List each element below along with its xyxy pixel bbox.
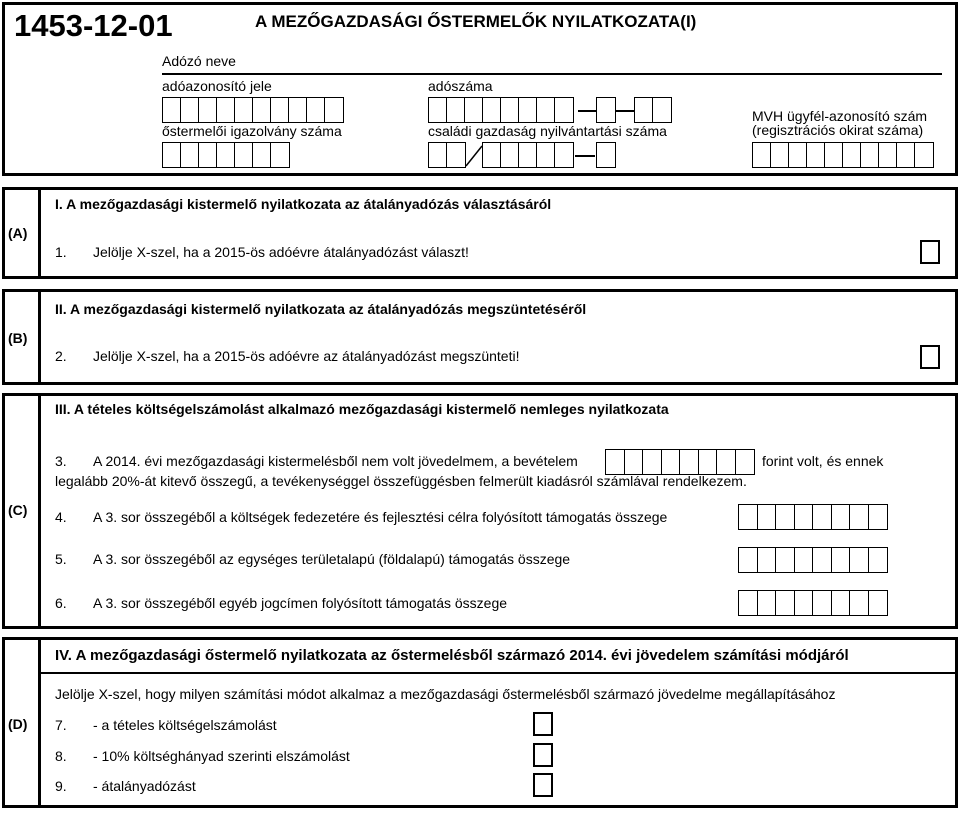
item-3-text-b: forint volt, és ennek xyxy=(762,453,884,469)
item-8-num: 8. xyxy=(55,748,67,764)
producer-card-field[interactable] xyxy=(162,142,290,168)
item-2-checkbox[interactable] xyxy=(920,345,940,369)
item-3-text-c: legalább 20%-át kitevő összegű, a tevékenységgel összefüggésben felmerült kiadásról számlával rendelkezem. xyxy=(55,473,747,489)
family-farm-label: családi gazdaság nyilvántartási száma xyxy=(428,123,667,139)
item-4-text: A 3. sor összegéből a költségek fedezetére és fejlesztési célra folyósított támogatás összege xyxy=(93,509,668,525)
section-d-divider xyxy=(38,637,41,808)
section-d-title-rule xyxy=(40,672,956,674)
item-4-amount-field[interactable] xyxy=(738,504,888,530)
item-1-num: 1. xyxy=(55,244,67,260)
form-code: 1453-12-01 xyxy=(14,8,173,43)
item-3-num: 3. xyxy=(55,453,67,469)
taxpayer-name-label: Adózó neve xyxy=(162,53,236,69)
item-8-checkbox[interactable] xyxy=(533,743,553,767)
section-a-divider xyxy=(38,187,41,279)
item-1-checkbox[interactable] xyxy=(920,240,940,264)
form-title: A MEZŐGAZDASÁGI ŐSTERMELŐK NYILATKOZATA(I) xyxy=(255,12,697,31)
item-7-text: - a tételes költségelszámolást xyxy=(93,717,277,733)
mvh-label: MVH ügyfél-azonosító szám xyxy=(752,108,928,124)
family-farm-field-a[interactable] xyxy=(428,142,466,168)
item-9-text: - átalányadózást xyxy=(93,778,196,794)
section-b-divider xyxy=(38,289,41,385)
family-farm-field-c[interactable] xyxy=(596,142,616,168)
section-c-title: III. A tételes költségelszámolást alkalmazó mezőgazdasági kistermelő nemleges nyilatkozata xyxy=(55,401,669,417)
item-1-text: Jelölje X-szel, ha a 2015-ös adóévre átalányadózást választ! xyxy=(93,244,469,260)
slash-separator xyxy=(464,142,484,168)
section-b-tag: (B) xyxy=(8,330,28,346)
section-a-tag: (A) xyxy=(8,225,28,241)
tax-number-field-county[interactable] xyxy=(634,97,672,123)
item-3-text-a: A 2014. évi mezőgazdasági kistermelésből nem volt jövedelmem, a bevételem xyxy=(93,453,578,469)
item-5-num: 5. xyxy=(55,551,67,567)
section-d-intro: Jelölje X-szel, hogy milyen számítási módot alkalmaz a mezőgazdasági őstermelésből származó jövedelme megállapításához xyxy=(55,686,836,702)
mvh-id-field[interactable] xyxy=(752,142,934,168)
item-4-num: 4. xyxy=(55,509,67,525)
item-2-text: Jelölje X-szel, ha a 2015-ös adóévre az átalányadózást megszünteti! xyxy=(93,348,520,364)
item-9-checkbox[interactable] xyxy=(533,773,553,797)
item-2-num: 2. xyxy=(55,348,67,364)
item-5-amount-field[interactable] xyxy=(738,547,888,573)
item-5-text: A 3. sor összegéből az egységes területalapú (földalapú) támogatás összege xyxy=(93,551,571,567)
family-farm-field-b[interactable] xyxy=(482,142,574,168)
taxpayer-name-field[interactable] xyxy=(162,73,942,75)
item-8-text: - 10% költséghányad szerinti elszámolást xyxy=(93,748,350,764)
tax-number-label: adószáma xyxy=(428,78,493,94)
tax-id-label: adóazonosító jele xyxy=(162,78,272,94)
item-7-checkbox[interactable] xyxy=(533,712,553,736)
section-d-tag: (D) xyxy=(8,716,28,732)
section-a-title: I. A mezőgazdasági kistermelő nyilatkozata az átalányadózás választásáról xyxy=(55,196,552,212)
mvh-label-sub: (regisztrációs okirat száma) xyxy=(752,122,924,138)
tax-id-field[interactable] xyxy=(162,97,344,123)
section-c-divider xyxy=(38,393,41,629)
producer-card-label: őstermelői igazolvány száma xyxy=(162,123,342,139)
tax-number-dash xyxy=(616,110,634,112)
item-7-num: 7. xyxy=(55,717,67,733)
revenue-amount-field[interactable] xyxy=(605,449,755,475)
section-c-tag: (C) xyxy=(8,502,28,518)
item-6-text: A 3. sor összegéből egyéb jogcímen folyósított támogatás összege xyxy=(93,595,508,611)
section-d-title: IV. A mezőgazdasági őstermelő nyilatkozata az őstermelésből származó 2014. évi jövedelem számítási módjáról xyxy=(55,647,849,664)
item-6-amount-field[interactable] xyxy=(738,590,888,616)
tax-number-field-main[interactable] xyxy=(428,97,574,123)
item-6-num: 6. xyxy=(55,595,67,611)
tax-number-field-vat[interactable] xyxy=(596,97,616,123)
item-9-num: 9. xyxy=(55,778,67,794)
tax-number-dash xyxy=(578,110,596,112)
section-b-title: II. A mezőgazdasági kistermelő nyilatkozata az átalányadózás megszüntetéséről xyxy=(55,301,587,317)
family-farm-dash xyxy=(575,155,595,157)
